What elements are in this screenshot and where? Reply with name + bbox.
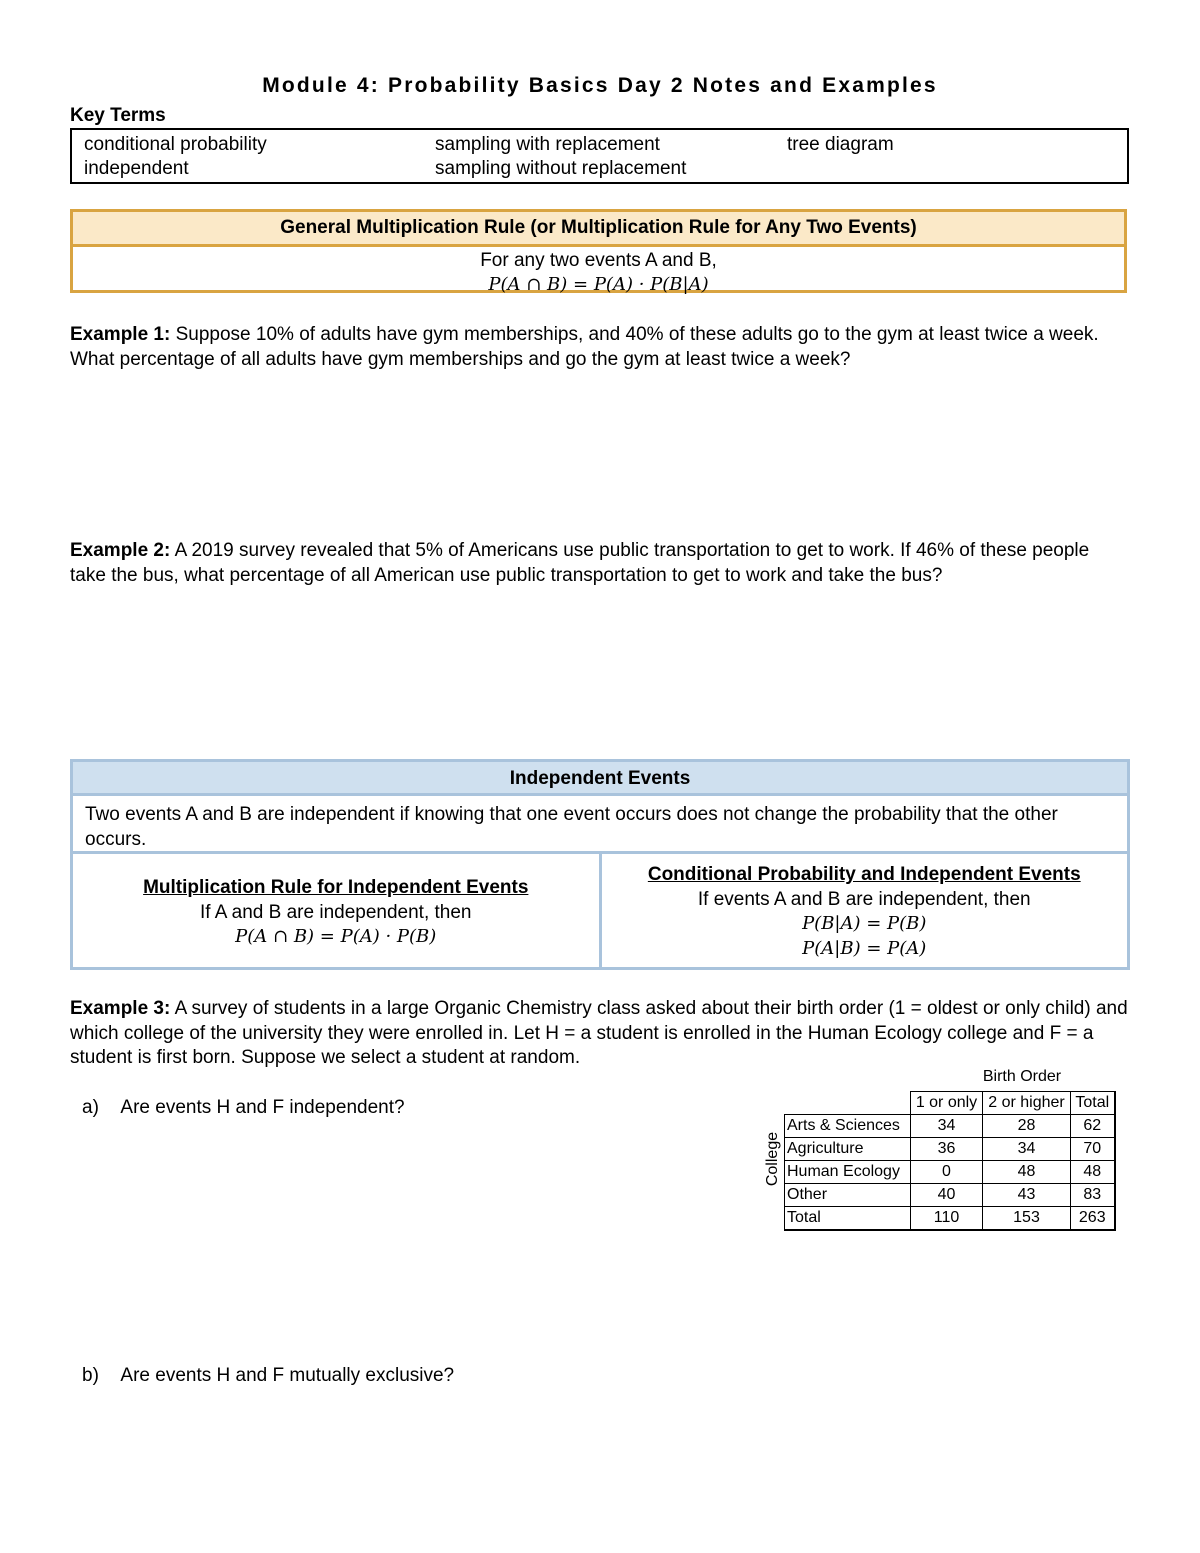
table-cell: 48 [983,1161,1071,1184]
table-row [785,1138,1115,1161]
table-cell: 70 [1071,1138,1115,1161]
multiplication-rule-heading: Multiplication Rule for Independent Events [143,877,529,898]
conditional-probability-independent [602,854,1128,967]
general-rule-heading: General Multiplication Rule (or Multiplication Rule for Any Two Events) [73,212,1124,247]
key-terms-box [70,128,1129,184]
key-term: sampling with replacement [435,134,660,155]
table-cell: 110 [911,1207,983,1231]
birth-order-table [784,1091,1116,1231]
table-cell: 28 [983,1115,1071,1138]
table-row-label: Other [785,1184,911,1207]
table-column-title: Birth Order [982,1068,1062,1085]
example-3-label: Example 3: [70,998,171,1019]
table-row-label: Agriculture [785,1138,911,1161]
table-row [785,1115,1115,1138]
question-a [82,1096,405,1121]
example-1-label: Example 1: [70,324,171,345]
table-row [785,1161,1115,1184]
table-cell: 153 [983,1207,1071,1231]
example-3 [70,997,1130,1071]
independent-events-heading: Independent Events [73,762,1127,796]
table-total-row [785,1207,1115,1231]
general-rule-formula: P(A ∩ B) = P(A) · P(B|A) [488,274,709,295]
example-1-text: Suppose 10% of adults have gym memberships, and 40% of these adults go to the gym at least twice a week. What percentage of all adults have gym memberships and go the gym at least twice a week? [70,324,1099,370]
example-2 [70,539,1130,588]
key-term: sampling without replacement [435,158,687,179]
table-row-label: Arts & Sciences [785,1115,911,1138]
question-b [82,1364,454,1389]
question-b-text: Are events H and F mutually exclusive? [120,1365,455,1386]
table-cell: 263 [1071,1207,1115,1231]
key-term: conditional probability [84,134,267,155]
example-3-text: A survey of students in a large Organic Chemistry class asked about their birth order (1 = oldest or only child) and which college of the university they were enrolled in. Let H = a student is enrolled in the Human Ecology college and F = a student is first born. Suppose we select a student at random. [70,998,1128,1068]
table-header-cell: 1 or only [911,1092,983,1115]
independent-events-box [70,759,1130,970]
example-2-text: A 2019 survey revealed that 5% of Americans use public transportation to get to work. If 46% of these people take the bus, what percentage of all American use public transportation to get to work and take the bus? [70,540,1090,586]
table-row-label: Total [785,1207,911,1231]
general-rule-line: For any two events A and B, [480,250,717,271]
question-a-label: a) [82,1097,99,1118]
table-cell: 40 [911,1184,983,1207]
multiplication-rule-line: If A and B are independent, then [199,901,472,923]
table-cell: 48 [1071,1161,1115,1184]
table-header-row [785,1092,1115,1115]
general-multiplication-rule-box [70,209,1127,293]
conditional-formula-2: P(A|B) = P(A) [802,937,927,959]
table-cell: 0 [911,1161,983,1184]
table-row [785,1184,1115,1207]
page-title: Module 4: Probability Basics Day 2 Notes and Examples [262,74,938,97]
table-cell: 43 [983,1184,1071,1207]
conditional-formula-1: P(B|A) = P(B) [802,913,927,934]
key-terms-heading: Key Terms [70,105,166,126]
table-row-title: College [764,1131,781,1187]
table-header-cell: Total [1071,1092,1115,1115]
question-b-label: b) [82,1365,99,1386]
conditional-line: If events A and B are independent, then [697,888,1031,910]
multiplication-rule-formula: P(A ∩ B) = P(A) · P(B) [235,926,437,947]
table-cell: 34 [911,1115,983,1138]
table-row-label: Human Ecology [785,1161,911,1184]
question-a-text: Are events H and F independent? [120,1097,405,1118]
table-header-cell: 2 or higher [983,1092,1071,1115]
table-cell: 34 [983,1138,1071,1161]
table-cell: 83 [1071,1184,1115,1207]
example-1 [70,323,1130,372]
independent-events-definition: Two events A and B are independent if knowing that one event occurs does not change the probability that the other occurs. [73,796,1127,854]
multiplication-rule-independent [73,854,602,967]
key-term: independent [84,158,189,179]
key-term: tree diagram [787,134,894,155]
conditional-heading: Conditional Probability and Independent Events [647,864,1081,885]
table-cell: 36 [911,1138,983,1161]
example-2-label: Example 2: [70,540,171,561]
table-cell: 62 [1071,1115,1115,1138]
